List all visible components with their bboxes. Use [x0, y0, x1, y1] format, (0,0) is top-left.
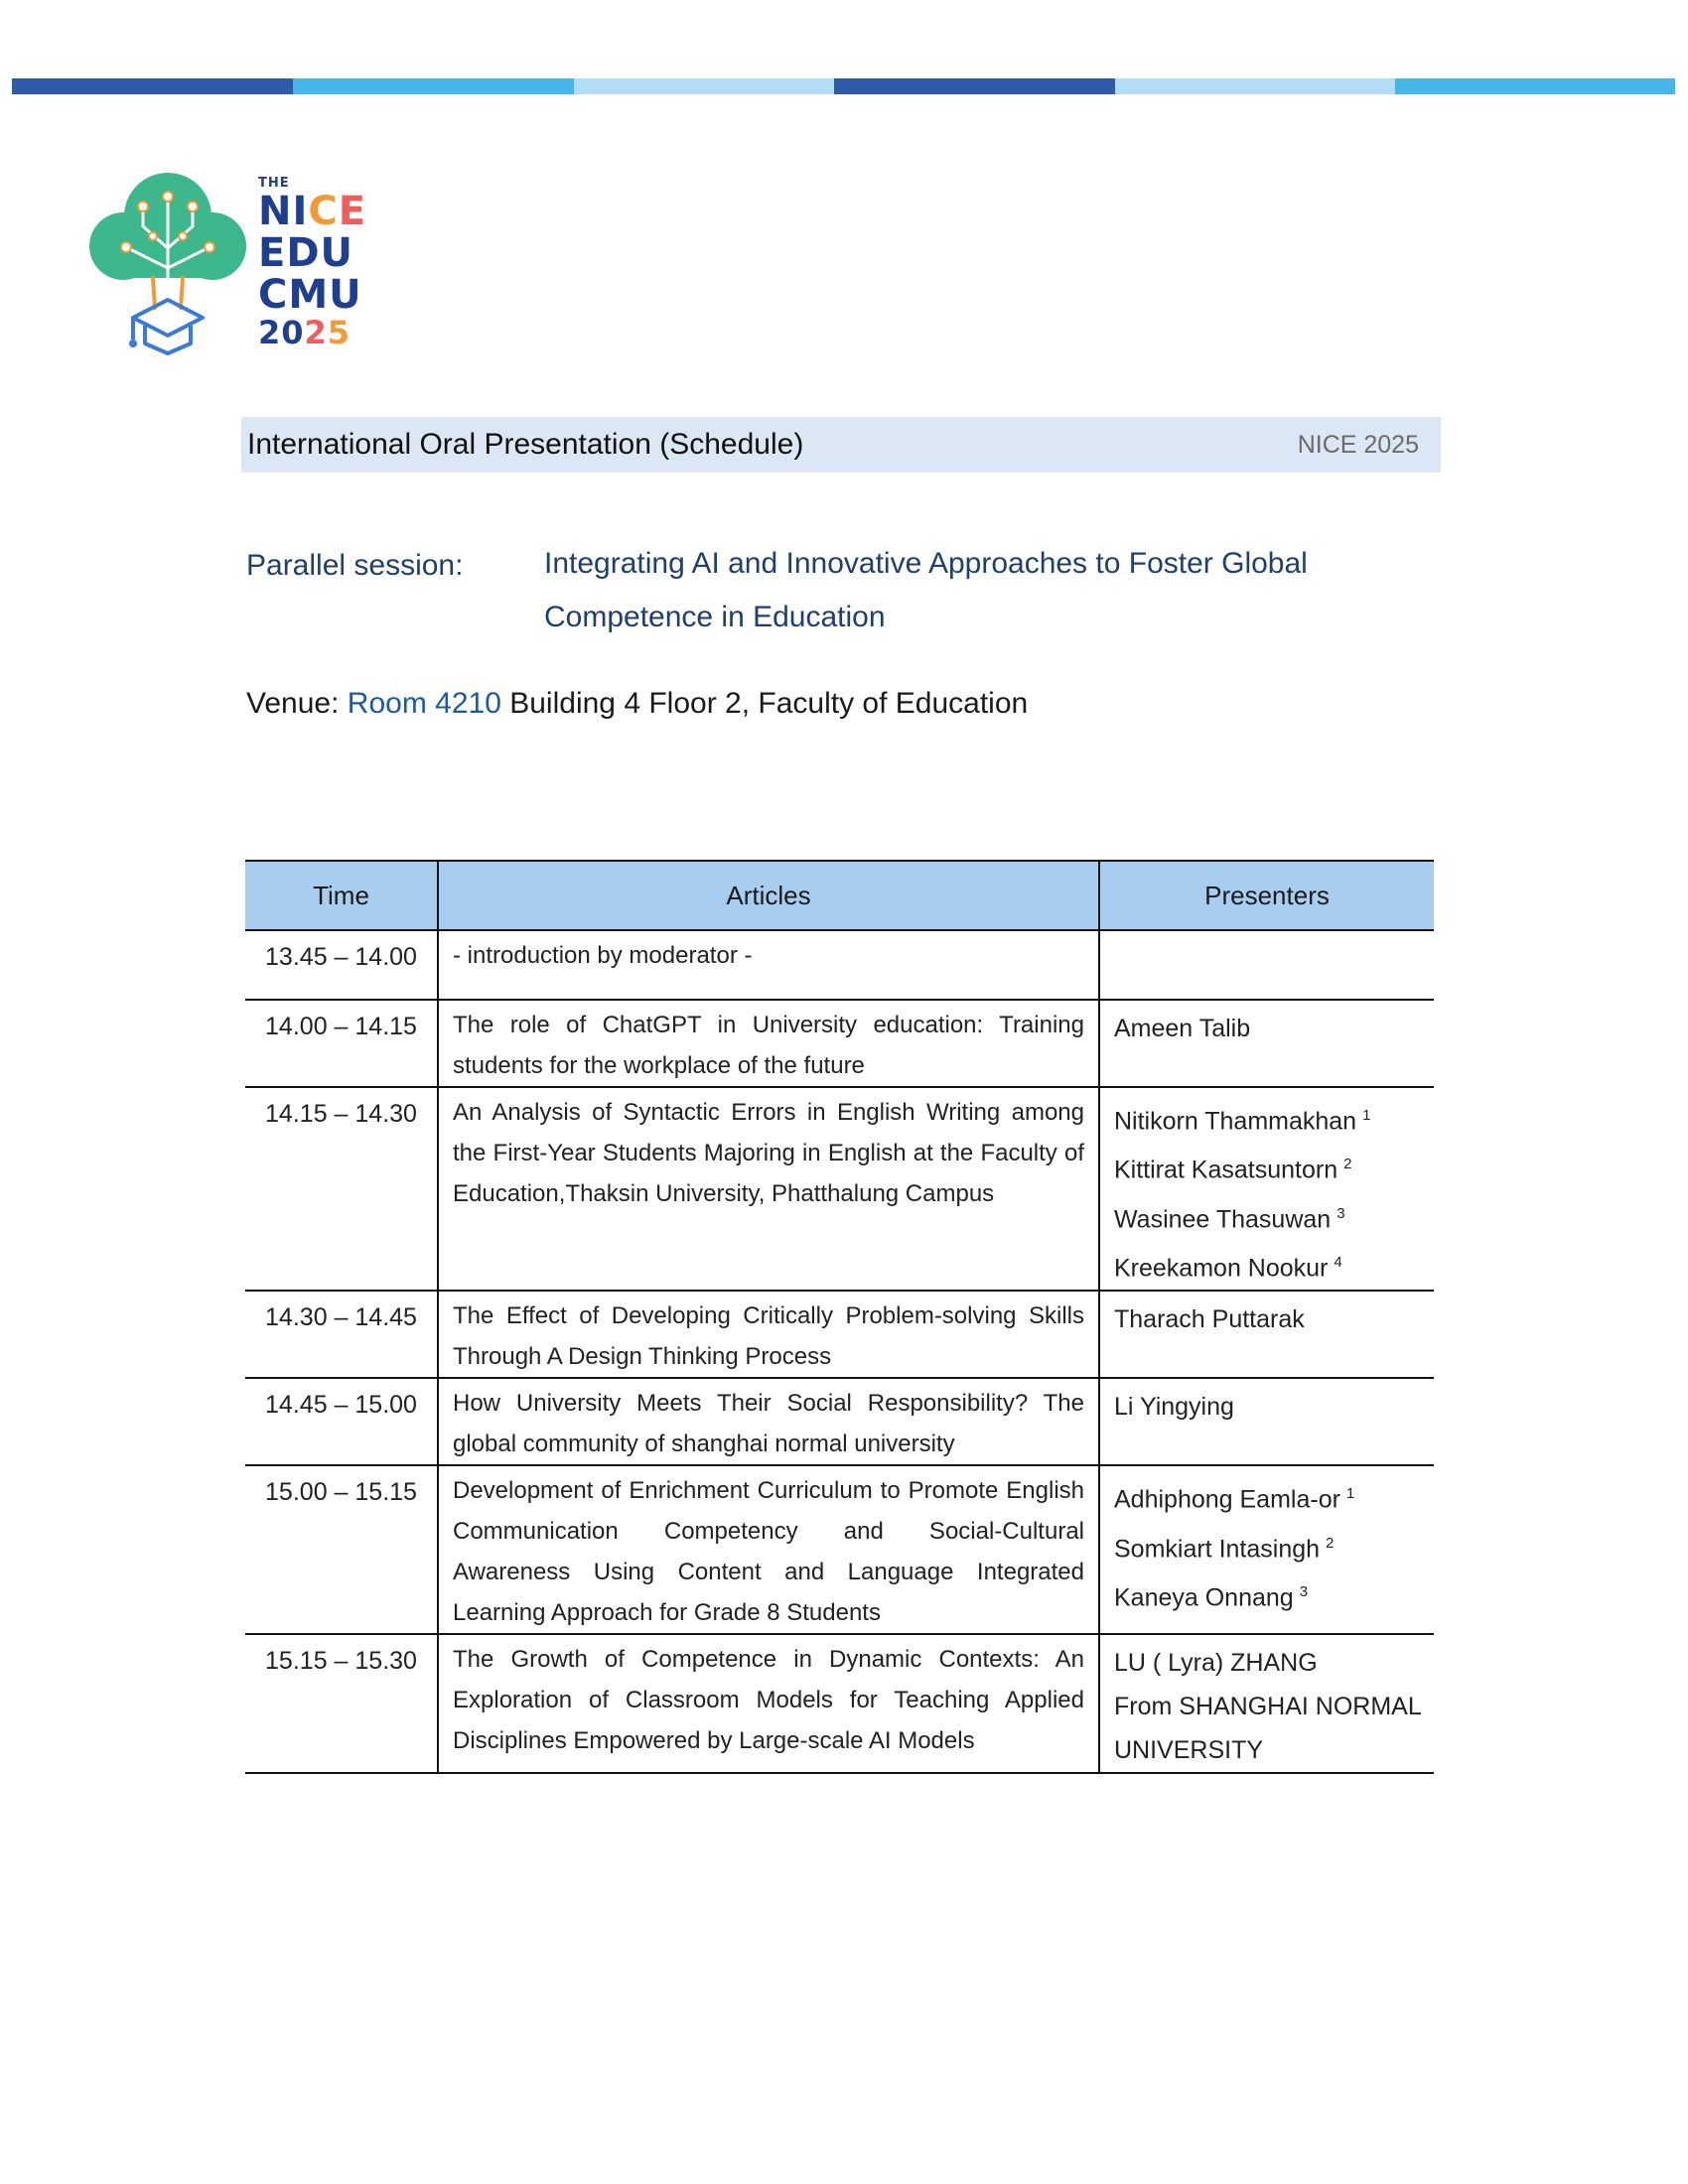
row-article: The role of ChatGPT in University education: Training students for the workplace of the future — [438, 1000, 1099, 1087]
row-article: - introduction by moderator - — [438, 930, 1099, 1000]
table-row — [245, 1291, 1434, 1378]
presenter-name: Ameen Talib — [1114, 1015, 1251, 1042]
presenter-name: From SHANGHAI NORMAL — [1114, 1693, 1422, 1721]
presenter-name: Kreekamon Nookur — [1114, 1254, 1329, 1283]
presenter-superscript: 2 — [1343, 1156, 1352, 1173]
presenter-superscript: 2 — [1326, 1534, 1335, 1552]
presenter-superscript: 4 — [1334, 1253, 1342, 1271]
logo-year: 2025 — [258, 314, 352, 351]
row-article: An Analysis of Syntactic Errors in English Writing among the First-Year Students Majoring in English at the Faculty of Education,Thaksin University, Phatthalung Campus — [438, 1087, 1099, 1291]
row-article: The Growth of Competence in Dynamic Contexts: An Exploration of Classroom Models for Teaching Applied Disciplines Empowered by Large-scale AI Models — [438, 1634, 1099, 1773]
presenter-name: Li Yingying — [1114, 1393, 1234, 1422]
presenter-name: Nitikorn Thammakhan — [1114, 1107, 1357, 1136]
row-presenters — [1099, 1087, 1434, 1291]
schedule-table — [245, 860, 1434, 1774]
row-presenters — [1099, 1465, 1434, 1634]
row-presenters — [1099, 1378, 1434, 1465]
table-row — [245, 930, 1434, 1000]
venue-label: Venue: — [246, 687, 340, 720]
top-color-stripe — [12, 78, 1675, 94]
presenter-name: Wasinee Thasuwan — [1114, 1204, 1332, 1233]
logo-nice: NICE — [258, 189, 367, 234]
row-time: 13.45 – 14.00 — [245, 930, 438, 1000]
header-time: Time — [245, 861, 438, 930]
logo-wordmark — [258, 176, 367, 351]
row-presenters — [1099, 930, 1434, 1000]
row-presenters — [1099, 1291, 1434, 1378]
row-time: 15.15 – 15.30 — [245, 1634, 438, 1773]
presenter-item — [1114, 1570, 1420, 1619]
presenter-superscript: 3 — [1336, 1204, 1345, 1222]
stripe-segment — [1115, 78, 1395, 94]
logo-edu: EDU — [258, 230, 354, 276]
header-presenters: Presenters — [1099, 861, 1434, 930]
row-article: How University Meets Their Social Responsibility? The global community of shanghai normal university — [438, 1378, 1099, 1465]
presenter-name: Kittirat Kasatsuntorn — [1114, 1156, 1338, 1184]
table-row — [245, 1000, 1434, 1087]
row-article: Development of Enrichment Curriculum to Promote English Communication Competency and Social-Cultural Awareness Using Content and Language Integrated Learning Approach for Grade 8 Students — [438, 1465, 1099, 1634]
presenter-superscript: 3 — [1299, 1582, 1309, 1600]
table-row — [245, 1087, 1434, 1291]
row-time: 14.00 – 14.15 — [245, 1000, 438, 1087]
row-presenters — [1099, 1000, 1434, 1087]
row-time: 14.15 – 14.30 — [245, 1087, 438, 1291]
presenter-item — [1114, 1094, 1420, 1143]
title-bar — [241, 417, 1441, 473]
row-article: The Effect of Developing Critically Problem-solving Skills Through A Design Thinking Process — [438, 1291, 1099, 1378]
logo-the: THE — [258, 176, 290, 191]
presenter-superscript: 1 — [1362, 1107, 1371, 1124]
presenter-name: UNIVERSITY — [1114, 1736, 1264, 1765]
page-title: International Oral Presentation (Schedule) — [247, 428, 804, 461]
venue-room: Room 4210 — [347, 687, 501, 720]
stripe-segment — [834, 78, 1115, 94]
presenter-item — [1114, 1192, 1420, 1241]
conference-tag: NICE 2025 — [1297, 430, 1419, 459]
table-header-row — [245, 861, 1434, 930]
presenter-superscript: 1 — [1345, 1485, 1355, 1503]
presenter-item — [1114, 1143, 1420, 1191]
presenter-item — [1114, 1522, 1420, 1570]
row-time: 14.30 – 14.45 — [245, 1291, 438, 1378]
table-row — [245, 1378, 1434, 1465]
session-label: Parallel session: — [246, 549, 464, 582]
logo-cmu: CMU — [258, 272, 362, 318]
presenter-item — [1114, 1472, 1420, 1521]
stripe-segment — [1395, 78, 1675, 94]
venue-detail: Building 4 Floor 2, Faculty of Education — [509, 687, 1029, 720]
table-row — [245, 1634, 1434, 1773]
header-articles: Articles — [438, 861, 1099, 930]
row-time: 15.00 – 15.15 — [245, 1465, 438, 1634]
stripe-segment — [293, 78, 574, 94]
presenter-name: LU ( Lyra) ZHANG — [1114, 1649, 1318, 1678]
stripe-segment — [574, 78, 834, 94]
row-presenters — [1099, 1634, 1434, 1773]
session-title: Integrating AI and Innovative Approaches to Foster Global Competence in Education — [544, 547, 1308, 633]
conference-logo — [83, 169, 381, 357]
tree-graduation-icon — [83, 169, 252, 357]
presenter-name: Somkiart Intasingh — [1114, 1534, 1321, 1563]
stripe-segment — [12, 78, 293, 94]
row-time: 14.45 – 15.00 — [245, 1378, 438, 1465]
table-row — [245, 1465, 1434, 1634]
presenter-name: Kaneya Onnang — [1114, 1583, 1294, 1612]
presenter-name: Adhiphong Eamla-or — [1114, 1485, 1340, 1514]
venue-line — [246, 687, 1028, 721]
presenter-item — [1114, 1241, 1420, 1290]
presenter-name: Tharach Puttarak — [1114, 1305, 1305, 1334]
